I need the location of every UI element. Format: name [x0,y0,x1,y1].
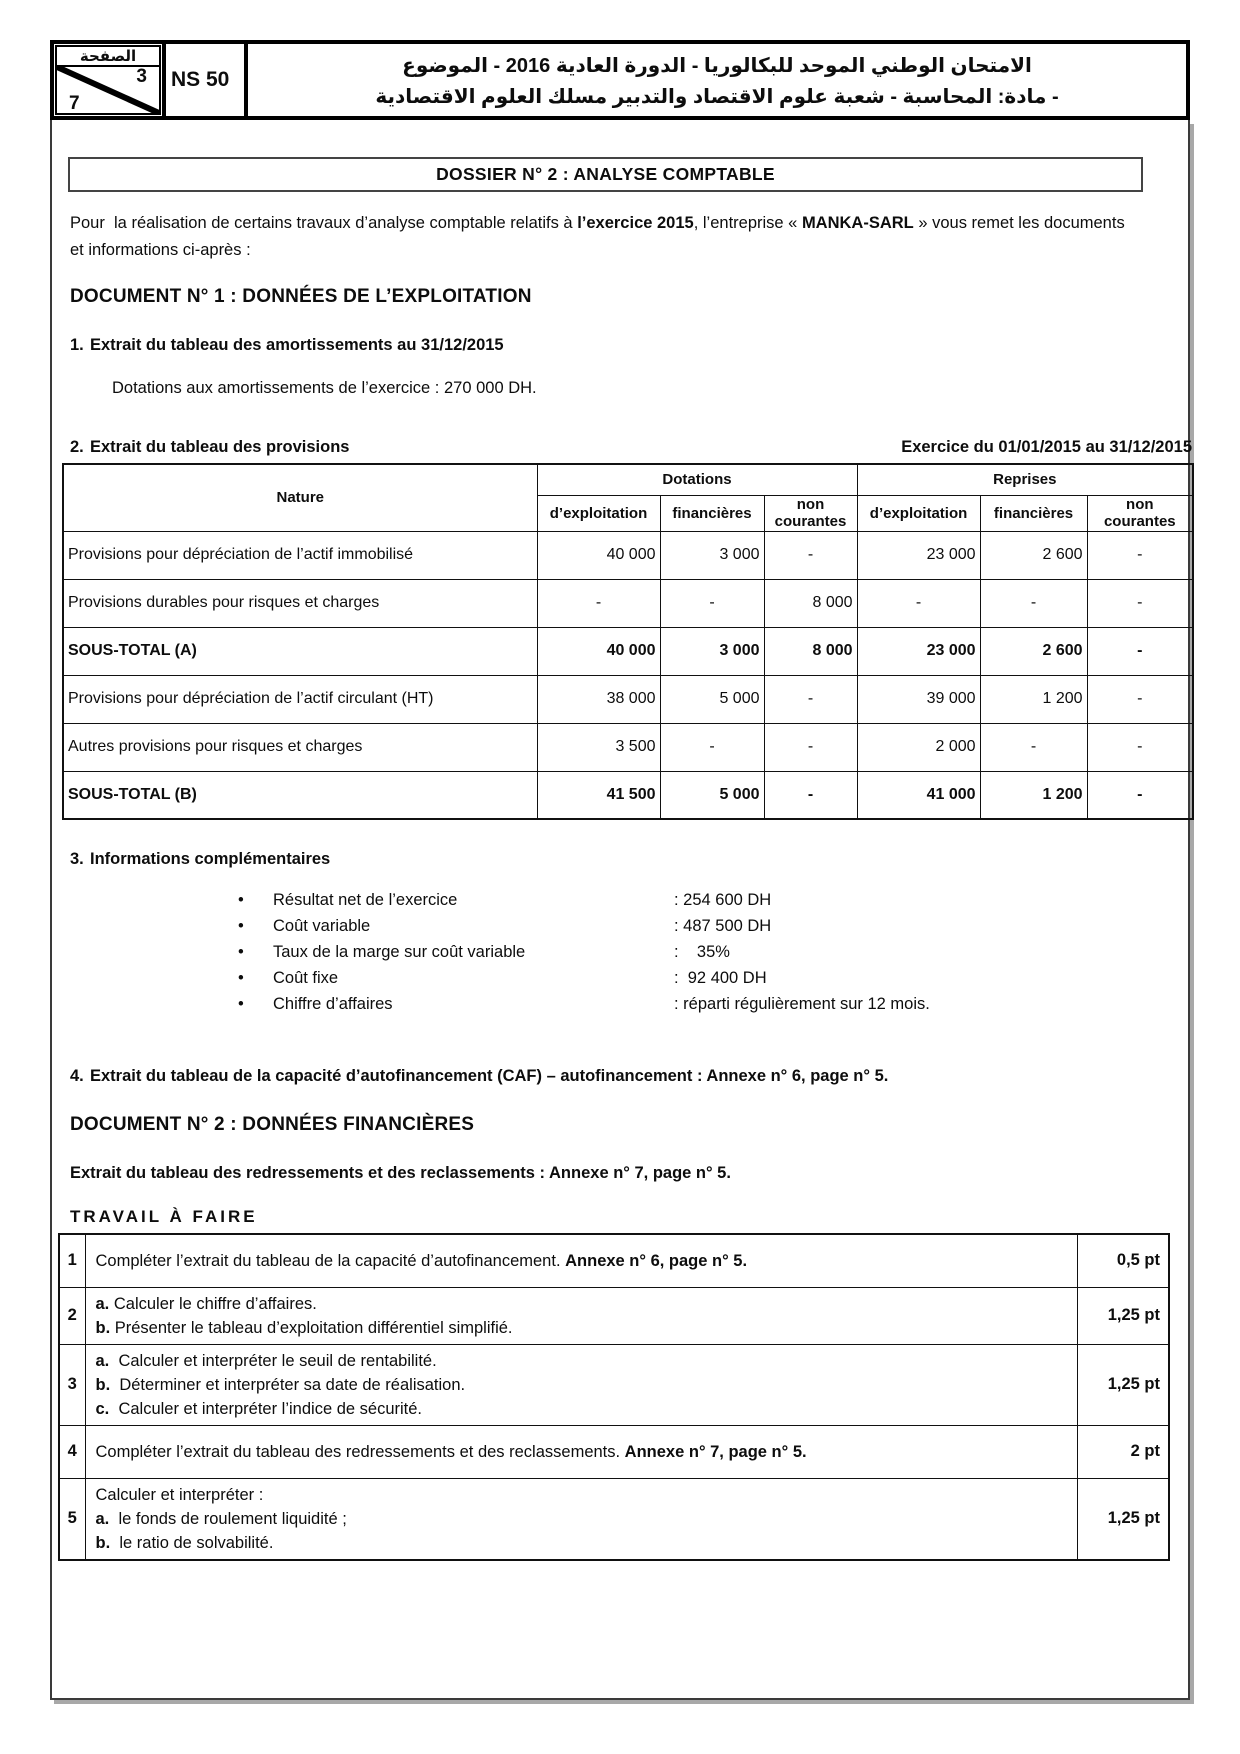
list-item [52,939,1188,965]
intro-paragraph [70,210,1128,264]
cell-value: - [764,771,857,819]
provisions-header-groups [63,464,1193,495]
task-segment: Calculer le chiffre d’affaires. [113,1294,317,1313]
page-indicator-label: الصفحة [55,45,161,67]
cell-value: - [1087,675,1193,723]
task-number: 3 [59,1344,85,1425]
tasks-table [58,1233,1170,1561]
list-item [52,887,1188,913]
task-line [96,1292,1071,1316]
task-number: 4 [59,1425,85,1478]
task-line [96,1316,1071,1340]
task-line [96,1507,1071,1531]
table-row [63,579,1193,627]
task-segment: Calculer et interpréter le seuil de rentabilité. [118,1351,437,1370]
cell-value: 40 000 [537,627,660,675]
info-label: Coût fixe [273,969,339,987]
dossier-title: DOSSIER N° 2 : ANALYSE COMPTABLE [68,157,1143,192]
list-item [52,991,1188,1017]
task-segment-bold: a. [95,1351,119,1370]
cell-value: 1 200 [980,675,1087,723]
task-points: 0,5 pt [1077,1234,1169,1287]
cell-value: - [764,531,857,579]
cell-value: 5 000 [660,771,764,819]
task-line [96,1483,1071,1507]
cell-value: 2 600 [980,531,1087,579]
item3-heading [70,850,1188,869]
table-row [63,723,1193,771]
table-row [63,675,1193,723]
task-points: 1,25 pt [1077,1344,1169,1425]
row-label: SOUS-TOTAL (B) [63,771,537,819]
col-header: d’exploitation [537,495,660,531]
item2-heading [70,438,349,457]
task-text [85,1344,1077,1425]
task-number: 5 [59,1478,85,1560]
cell-value: - [1087,771,1193,819]
cell-value: 3 000 [660,531,764,579]
task-points: 2 pt [1077,1425,1169,1478]
bullet-icon: • [238,943,244,961]
cell-value: 23 000 [857,627,980,675]
page-current: 3 [136,66,147,87]
intro-text: » vous remet les documents et informations ci-après : [70,214,1125,259]
info-value: : 254 600 DH [674,891,772,909]
item2-number: 2. [70,438,84,456]
list-item [52,913,1188,939]
cell-value: - [857,579,980,627]
cell-value: 3 500 [537,723,660,771]
cell-value: 1 200 [980,771,1087,819]
cell-value: 38 000 [537,675,660,723]
item3-number: 3. [70,850,84,868]
amortissements-line: Dotations aux amortissements de l’exercice : 270 000 DH. [112,379,537,397]
task-line [96,1397,1071,1421]
exam-title-line1: الامتحان الوطني الموحد للبكالوريا - الدورة العادية 2016 - الموضوع [402,55,1032,77]
table-row-subtotal-b [63,771,1193,819]
task-segment-bold: b. [95,1318,115,1337]
infos-list [52,887,1188,1017]
page-header [50,40,1190,120]
col-header: financières [980,495,1087,531]
row-label: Autres provisions pour risques et charges [63,723,537,771]
intro-exercice-bold: l’exercice 2015 [577,214,694,232]
task-text [85,1234,1077,1287]
task-row [59,1287,1169,1344]
bullet-icon: • [238,891,244,909]
cell-value: 41 500 [537,771,660,819]
info-label: Coût variable [273,917,371,935]
intro-text: , l’entreprise « [693,214,802,232]
provisions-table [62,463,1194,820]
exam-title-line2: - مادة: المحاسبة - شعبة علوم الاقتصاد والتدبير مسلك العلوم الاقتصادية [375,86,1059,108]
redressements-bold: Extrait du tableau des redressements et des reclassements [70,1164,535,1182]
col-header: non courantes [1087,495,1193,531]
info-label: Résultat net de l’exercice [273,891,458,909]
provisions-section [62,438,1192,820]
item2-period: Exercice du 01/01/2015 au 31/12/2015 [901,438,1192,456]
task-line [96,1349,1071,1373]
item4-number: 4. [70,1067,84,1085]
task-points: 1,25 pt [1077,1287,1169,1344]
row-label: SOUS-TOTAL (A) [63,627,537,675]
cell-value: - [1087,627,1193,675]
task-segment: Calculer et interpréter : [95,1485,264,1504]
item1-title: Extrait du tableau des amortissements au 31/12/2015 [90,336,504,354]
task-line [96,1531,1071,1555]
task-segment: le ratio de solvabilité. [119,1533,274,1552]
task-text [85,1425,1077,1478]
task-segment: Compléter l’extrait du tableau de la capacité d’autofinancement. [95,1251,566,1270]
task-number: 1 [59,1234,85,1287]
col-header: financières [660,495,764,531]
col-header: non courantes [764,495,857,531]
task-segment: Calculer et interpréter l’indice de sécurité. [118,1399,422,1418]
cell-value: - [980,723,1087,771]
cell-value: - [764,723,857,771]
col-header-nature: Nature [63,464,537,531]
task-segment-bold: b. [95,1375,120,1394]
cell-value: 5 000 [660,675,764,723]
item4-heading [70,1067,1148,1086]
info-label: Taux de la marge sur coût variable [273,943,526,961]
item4-title: Extrait du tableau de la capacité d’autofinancement (CAF) – autofinancement : Annexe n° 6, page n° 5. [90,1067,889,1085]
item2-heading-row [62,438,1192,457]
cell-value: - [1087,723,1193,771]
task-segment: Déterminer et interpréter sa date de réalisation. [119,1375,466,1394]
cell-value: 8 000 [764,579,857,627]
cell-value: - [764,675,857,723]
task-row [59,1234,1169,1287]
info-value: : 35% [674,943,730,961]
info-label: Chiffre d’affaires [273,995,393,1013]
content-frame [50,120,1190,1700]
list-item [52,965,1188,991]
task-segment-bold: a. [95,1294,114,1313]
info-value: : 92 400 DH [674,969,767,987]
task-line [96,1373,1071,1397]
page-indicator [54,44,166,116]
item2-title: Extrait du tableau des provisions [90,438,350,456]
cell-value: 2 000 [857,723,980,771]
document1-heading: DOCUMENT N° 1 : DONNÉES DE L’EXPLOITATION [70,286,532,307]
item3-title: Informations complémentaires [90,850,331,868]
cell-value: - [1087,531,1193,579]
task-points: 1,25 pt [1077,1478,1169,1560]
cell-value: 39 000 [857,675,980,723]
task-segment: le fonds de roulement liquidité ; [118,1509,347,1528]
exam-title [248,44,1186,116]
task-number: 2 [59,1287,85,1344]
info-value: : réparti régulièrement sur 12 mois. [674,995,930,1013]
intro-text: Pour la réalisation de certains travaux d’analyse comptable relatifs à [70,214,578,232]
cell-value: - [1087,579,1193,627]
row-label: Provisions durables pour risques et charges [63,579,537,627]
task-row [59,1478,1169,1560]
task-segment-bold: b. [95,1533,120,1552]
row-label: Provisions pour dépréciation de l’actif immobilisé [63,531,537,579]
col-group-dotations: Dotations [537,464,857,495]
task-row [59,1344,1169,1425]
task-text [85,1478,1077,1560]
bullet-icon: • [238,969,244,987]
cell-value: 8 000 [764,627,857,675]
cell-value: 41 000 [857,771,980,819]
task-line [96,1440,1071,1464]
row-label: Provisions pour dépréciation de l’actif circulant (HT) [63,675,537,723]
task-segment-bold: c. [95,1399,119,1418]
task-segment-bold: a. [95,1509,119,1528]
page-total: 7 [69,93,80,114]
bullet-icon: • [238,917,244,935]
task-segment: Compléter l’extrait du tableau des redressements et des reclassements. [95,1442,625,1461]
cell-value: 2 600 [980,627,1087,675]
task-line [96,1249,1071,1273]
document2-heading: DOCUMENT N° 2 : DONNÉES FINANCIÈRES [70,1114,475,1135]
task-row [59,1425,1169,1478]
cell-value: - [980,579,1087,627]
item1-heading [70,336,1188,355]
task-text [85,1287,1077,1344]
intro-company-bold: MANKA-SARL [801,214,914,232]
cell-value: 23 000 [857,531,980,579]
cell-value: - [660,579,764,627]
page-indicator-fraction [55,67,161,115]
col-header: d’exploitation [857,495,980,531]
info-value: : 487 500 DH [674,917,772,935]
item1-number: 1. [70,336,84,354]
bullet-icon: • [238,995,244,1013]
task-segment-bold: Annexe n° 6, page n° 5. [565,1251,748,1270]
exam-code: NS 50 [166,44,248,116]
table-row [63,531,1193,579]
col-group-reprises: Reprises [857,464,1193,495]
table-row-subtotal-a [63,627,1193,675]
cell-value: 40 000 [537,531,660,579]
task-segment-bold: Annexe n° 7, page n° 5. [624,1442,807,1461]
redressements-line [70,1164,1188,1183]
cell-value: - [660,723,764,771]
task-segment: Présenter le tableau d’exploitation différentiel simplifié. [114,1318,513,1337]
travail-a-faire-heading: TRAVAIL À FAIRE [70,1207,258,1226]
cell-value: - [537,579,660,627]
cell-value: 3 000 [660,627,764,675]
redressements-rest: : Annexe n° 7, page n° 5. [534,1164,731,1182]
